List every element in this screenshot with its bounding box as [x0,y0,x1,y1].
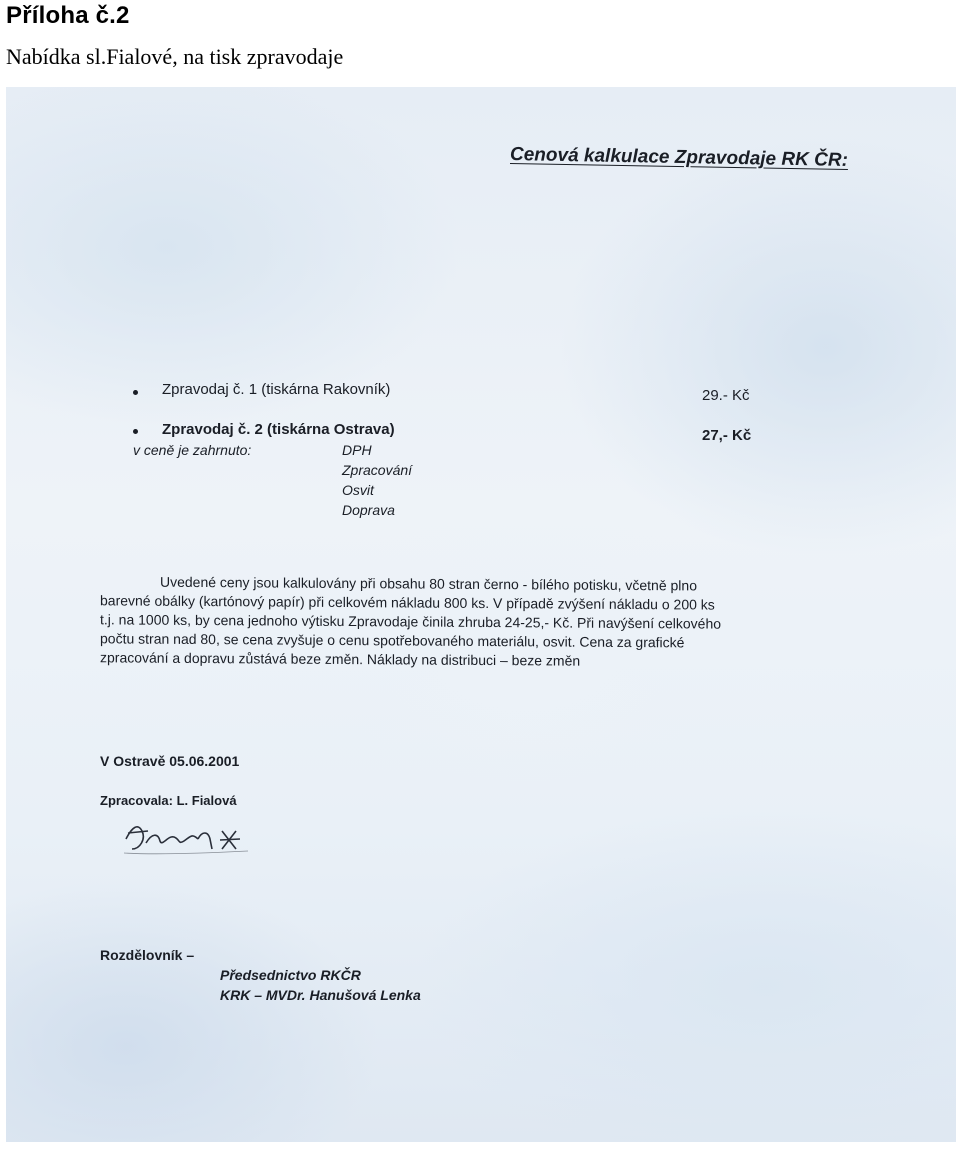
prepared-by: Zpracovala: L. Fialová [100,793,237,808]
item-label-1: Zpravodaj č. 1 (tiskárna Rakovník) [162,381,391,398]
paragraph-line: Uvedené ceny jsou kalkulovány při obsahu 80 stran černo - bílého potisku, včetně plno [160,573,697,594]
scanned-document [6,87,956,1142]
price-note-paragraph [100,572,870,672]
included-label: v ceně je zahrnuto: [133,442,252,458]
paragraph-line: počtu stran nad 80, se cena zvyšuje o cenu spotřebovaného materiálu, osvit. Cena za grafické [100,630,685,651]
page-heading: Příloha č.2 [6,2,130,29]
included-item: Doprava [342,502,395,518]
date-line: V Ostravě 05.06.2001 [100,753,240,769]
calculation-title: Cenová kalkulace Zpravodaje RK ČR: [510,144,848,171]
bullet-icon [133,390,138,395]
included-item: Zpracování [342,462,413,478]
item-label-2: Zpravodaj č. 2 (tiskárna Ostrava) [162,421,395,438]
item-price-1: 29.- Kč [702,387,750,404]
page-subtitle: Nabídka sl.Fialové, na tisk zpravodaje [6,44,344,69]
bullet-icon [133,429,138,434]
included-item: DPH [342,442,372,458]
distribution-item: KRK – MVDr. Hanušová Lenka [220,987,421,1003]
item-price-2: 27,- Kč [702,427,752,444]
paragraph-line: barevné obálky (kartónový papír) při celkovém nákladu 800 ks. V případě zvýšení nákladu o 200 ks [100,592,715,613]
distribution-item: Předsednictvo RKČR [220,967,361,983]
handwritten-signature [118,809,278,861]
distribution-label: Rozdělovník – [100,947,195,963]
paragraph-line: t.j. na 1000 ks, by cena jednoho výtisku Zpravodaje činila zhruba 24-25,- Kč. Při navýšení celkového [100,611,722,632]
included-item: Osvit [342,482,374,498]
paragraph-line: zpracování a dopravu zůstává beze změn. Náklady na distribuci – beze změn [100,649,581,669]
